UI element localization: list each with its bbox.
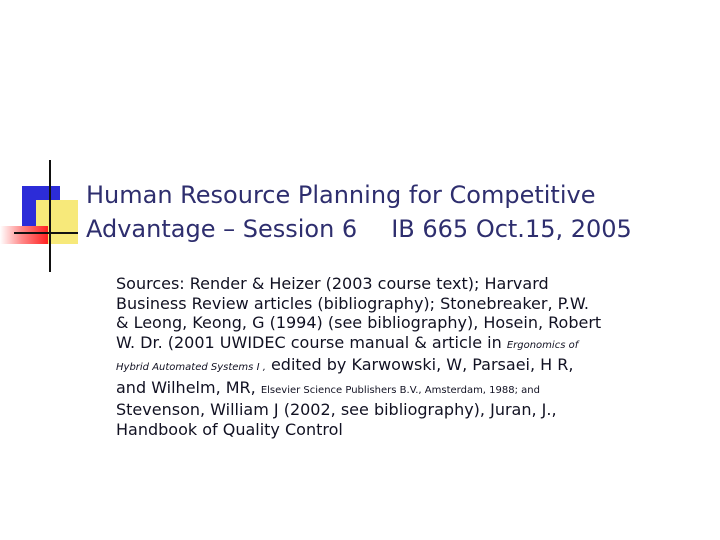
sources-line [116, 378, 616, 401]
vertical-rule-decoration [49, 160, 51, 272]
title-session: Advantage – Session 6 [86, 215, 358, 243]
sources-line: Sources: Render & Heizer (2003 course text); Harvard [116, 274, 549, 293]
sources-paragraph [116, 274, 616, 439]
sources-line: Stevenson, William J (2002, see bibliography), Juran, J., [116, 400, 557, 419]
sources-text: edited by Karwowski, W, Parsaei, H R, [265, 355, 574, 374]
sources-italic-text: Ergonomics of [506, 339, 579, 351]
sources-line: Business Review articles (bibliography); Stonebreaker, P.W. [116, 293, 589, 313]
sources-italic-text: Hybrid Automated Systems I , [116, 362, 266, 373]
title-line-2 [86, 212, 706, 246]
sources-small-text: Elsevier Science Publishers B.V., Amsterdam, 1988; and [260, 384, 540, 396]
sources-text: and Wilhelm, MR, [116, 377, 261, 397]
sources-line: Handbook of Quality Control [116, 419, 343, 439]
sources-line [116, 333, 616, 356]
horizontal-rule-decoration [14, 232, 78, 234]
title-line-1: Human Resource Planning for Competitive [86, 181, 596, 209]
red-gradient-bar-decoration [0, 226, 48, 244]
sources-line [116, 355, 616, 378]
slide-title [86, 178, 706, 246]
title-course-date: IB 665 Oct.15, 2005 [391, 215, 632, 243]
sources-text: W. Dr. (2001 UWIDEC course manual & article in [116, 332, 507, 352]
sources-line: & Leong, Keong, G (1994) (see bibliography), Hosein, Robert [116, 313, 602, 332]
